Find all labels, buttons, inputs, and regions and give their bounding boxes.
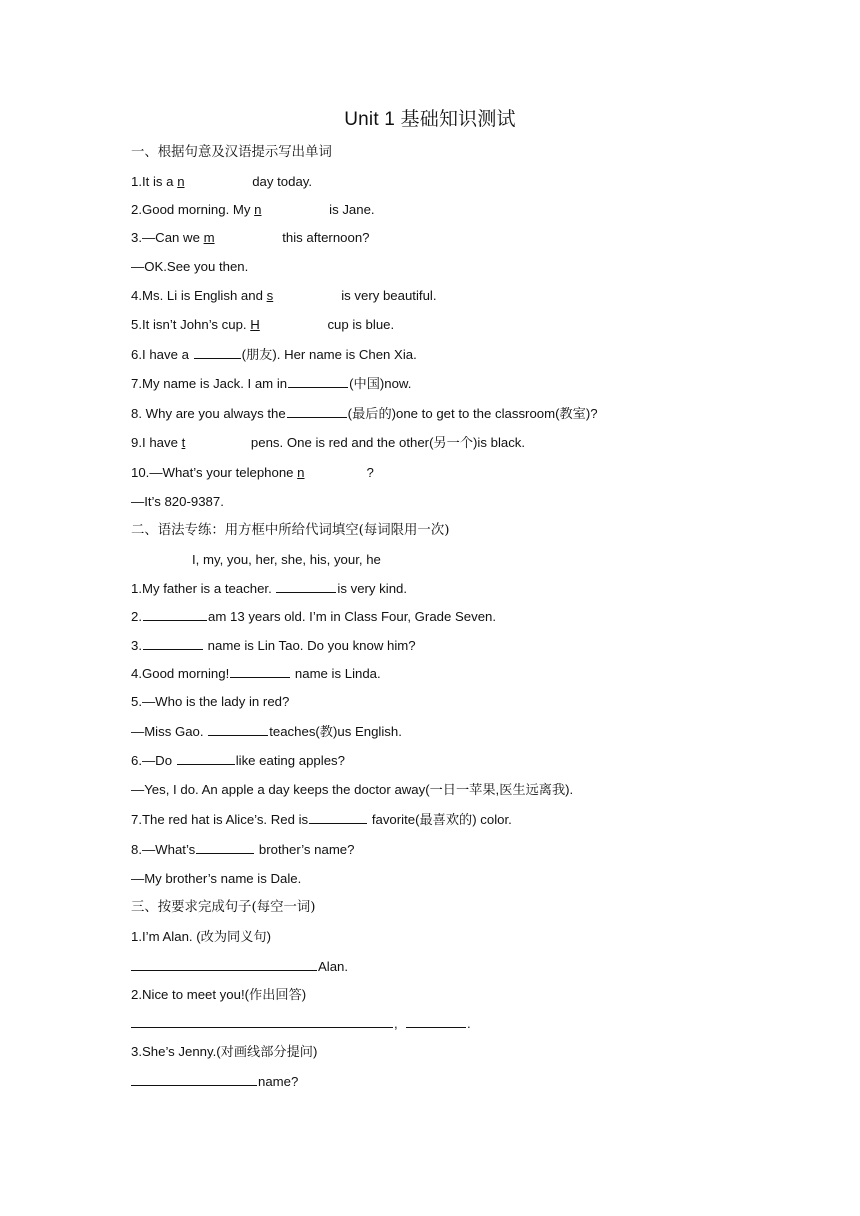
s3-question-2: 2.Nice to meet you!(作出回答) bbox=[131, 987, 307, 1002]
answer-blank[interactable] bbox=[143, 607, 207, 621]
s1-question-6: 6.I have a (朋友). Her name is Chen Xia. bbox=[131, 347, 417, 362]
s2-question-6-reply: —Yes, I do. An apple a day keeps the doctor away(一日一苹果,医生远离我). bbox=[131, 782, 574, 797]
answer-blank[interactable]: s bbox=[266, 288, 274, 303]
s1-question-4: 4.Ms. Li is English and s is very beautiful. bbox=[131, 288, 437, 303]
s2-question-5: 5.—Who is the lady in red? bbox=[131, 694, 290, 709]
s1-question-7: 7.My name is Jack. I am in (中国)now. bbox=[131, 376, 412, 391]
answer-blank[interactable] bbox=[131, 1014, 393, 1028]
s2-question-1: 1.My father is a teacher. is very kind. bbox=[131, 581, 408, 596]
section-2-heading: 二、语法专练：用方框中所给代词填空(每词限用一次) bbox=[131, 523, 450, 538]
s1-question-3-reply: —OK.See you then. bbox=[131, 259, 249, 274]
answer-blank[interactable] bbox=[230, 664, 290, 678]
section-1-heading: 一、根据句意及汉语提示写出单词 bbox=[131, 145, 332, 160]
s1-question-2: 2.Good morning. My n is Jane. bbox=[131, 202, 375, 217]
s2-question-6: 6.—Do like eating apples? bbox=[131, 753, 345, 768]
s2-question-5-reply: —Miss Gao. teaches(教)us English. bbox=[131, 724, 402, 739]
s1-question-1: 1.It is a n day today. bbox=[131, 174, 313, 189]
answer-blank[interactable] bbox=[131, 1072, 257, 1086]
answer-blank[interactable]: n bbox=[254, 202, 262, 217]
s3-answer-3: name? bbox=[131, 1072, 298, 1091]
s3-question-1: 1.I’m Alan. (改为同义句) bbox=[131, 929, 271, 944]
answer-blank[interactable] bbox=[131, 957, 317, 971]
s2-question-2: 2. am 13 years old. I’m in Class Four, Grade Seven. bbox=[131, 609, 497, 624]
s1-question-10: 10.—What’s your telephone n ? bbox=[131, 465, 374, 480]
answer-blank[interactable] bbox=[194, 345, 241, 359]
s3-answer-2: , . bbox=[131, 1014, 471, 1033]
s2-question-4: 4.Good morning! name is Linda. bbox=[131, 666, 381, 681]
answer-blank[interactable]: n bbox=[297, 465, 305, 480]
answer-blank[interactable] bbox=[309, 810, 367, 824]
answer-blank[interactable] bbox=[406, 1014, 466, 1028]
s1-question-10-reply: —It’s 820-9387. bbox=[131, 494, 224, 509]
s3-question-3: 3.She’s Jenny.(对画线部分提问) bbox=[131, 1044, 318, 1059]
answer-blank[interactable] bbox=[196, 840, 254, 854]
s2-question-8-reply: —My brother’s name is Dale. bbox=[131, 871, 302, 886]
section-3-heading: 三、按要求完成句子(每空一词) bbox=[131, 900, 316, 915]
page-title: Unit 1 基础知识测试 bbox=[344, 109, 516, 130]
s3-answer-1: Alan. bbox=[131, 957, 348, 976]
s2-question-3: 3. name is Lin Tao. Do you know him? bbox=[131, 638, 416, 653]
answer-blank[interactable]: n bbox=[177, 174, 185, 189]
s2-question-7: 7.The red hat is Alice’s. Red is favorite(最喜欢的) color. bbox=[131, 812, 512, 827]
answer-blank[interactable] bbox=[177, 751, 235, 765]
s1-question-9: 9.I have t pens. One is red and the other(另一个)is black. bbox=[131, 435, 526, 450]
answer-blank[interactable] bbox=[287, 404, 347, 418]
answer-blank[interactable] bbox=[208, 722, 268, 736]
s1-question-3: 3.—Can we m this afternoon? bbox=[131, 230, 370, 245]
answer-blank[interactable] bbox=[288, 374, 348, 388]
s1-question-5: 5.It isn’t John’s cup. H cup is blue. bbox=[131, 317, 395, 332]
s2-question-8: 8.—What’s brother’s name? bbox=[131, 842, 355, 857]
answer-blank[interactable]: H bbox=[250, 317, 260, 332]
s1-question-8: 8. Why are you always the (最后的)one to get to the classroom(教室)? bbox=[131, 406, 598, 421]
answer-blank[interactable]: t bbox=[181, 435, 186, 450]
answer-blank[interactable] bbox=[143, 636, 203, 650]
pronoun-word-box: I, my, you, her, she, his, your, he bbox=[192, 552, 381, 567]
answer-blank[interactable]: m bbox=[203, 230, 215, 245]
answer-blank[interactable] bbox=[276, 579, 336, 593]
